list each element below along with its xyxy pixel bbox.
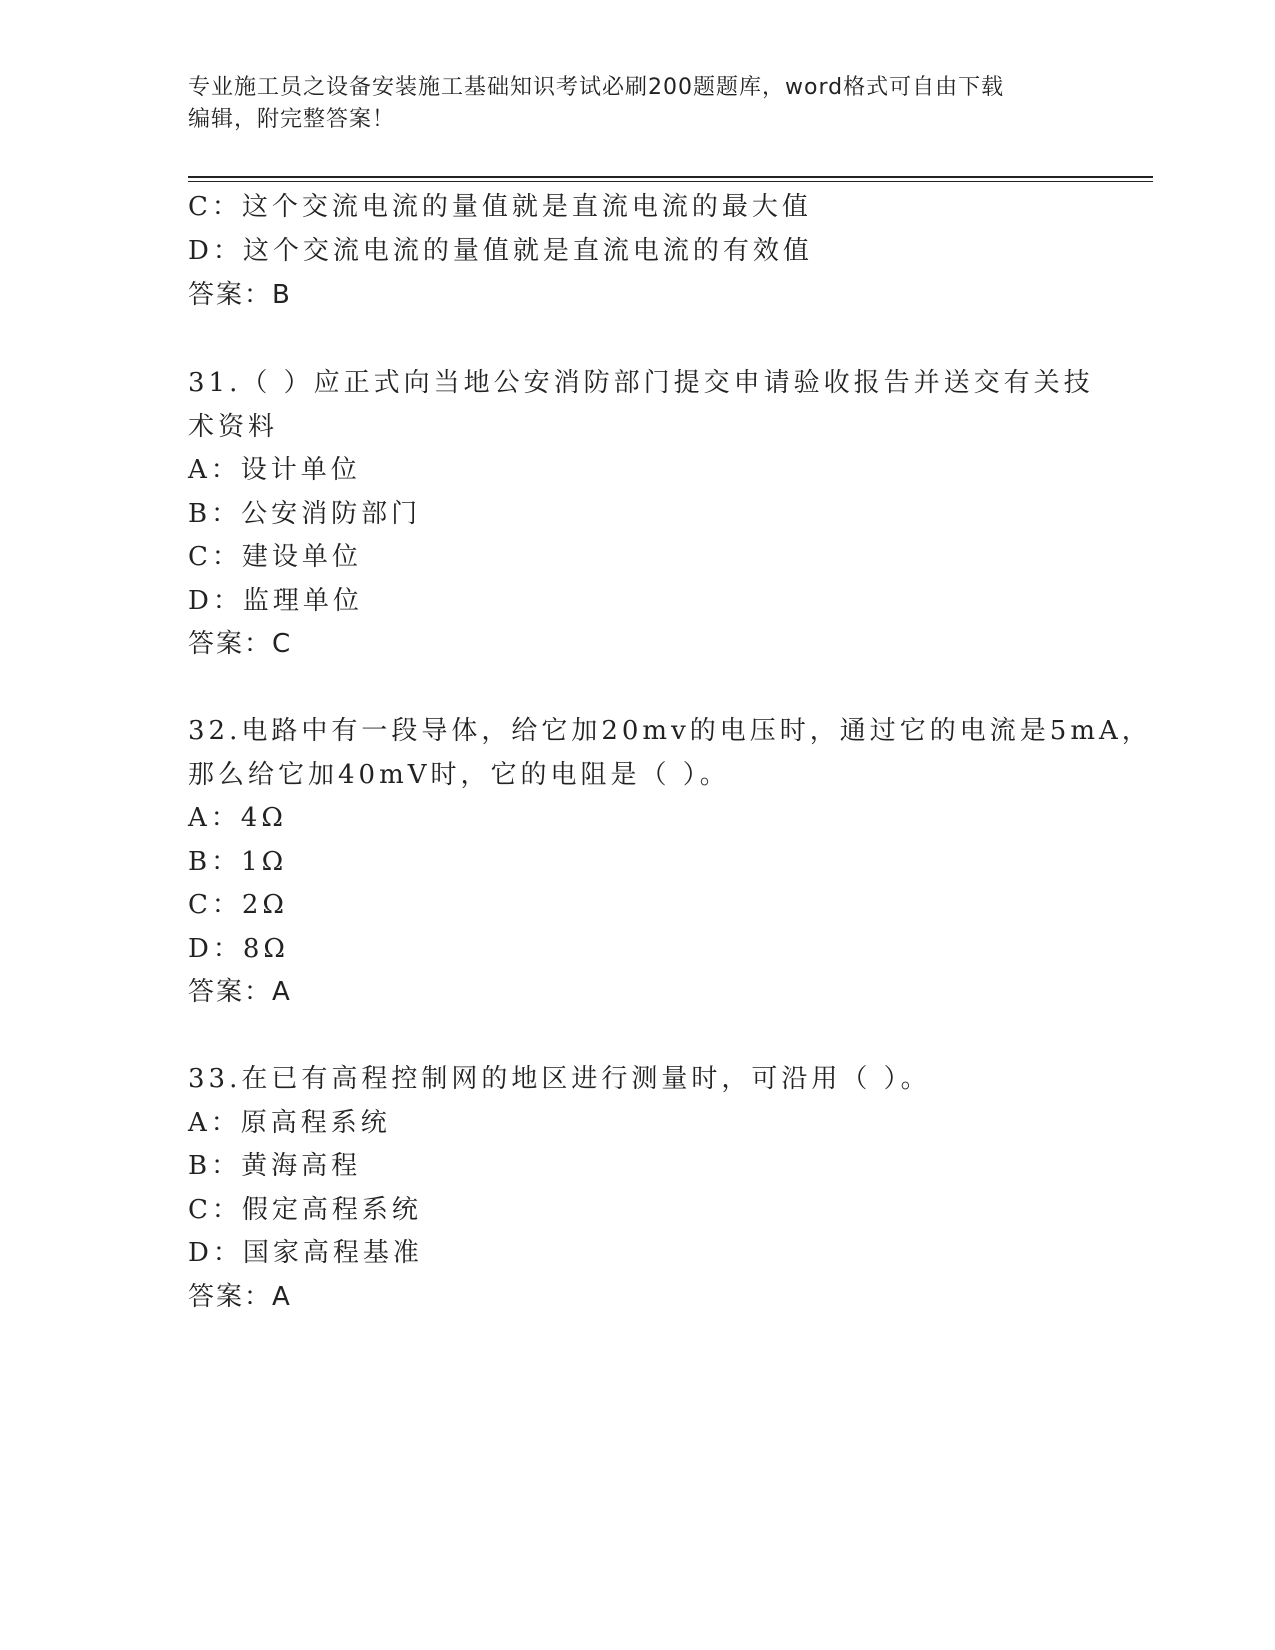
option-d: D：8Ω	[188, 934, 289, 964]
option-d: D：这个交流电流的量值就是直流电流的有效值	[188, 236, 813, 266]
header-title-line-2: 编辑，附完整答案！	[188, 107, 396, 132]
option-a: A：4Ω	[188, 803, 287, 833]
option-c: C：2Ω	[188, 890, 288, 920]
option-b: B：黄海高程	[188, 1151, 362, 1181]
option-d: D：国家高程基准	[188, 1238, 423, 1268]
header-divider	[188, 176, 1153, 182]
option-a: A：原高程系统	[188, 1108, 391, 1138]
option-c: C：这个交流电流的量值就是直流电流的最大值	[188, 192, 812, 222]
option-c: C：假定高程系统	[188, 1195, 422, 1225]
question-stem: 32.电路中有一段导体，给它加20mv的电压时，通过它的电流是5mA，	[188, 716, 1152, 746]
header-title-line: 专业施工员之设备安装施工基础知识考试必刷200题题库，word格式可自由下载	[188, 75, 1005, 100]
option-d: D：监理单位	[188, 586, 363, 616]
question-stem-cont: 术资料	[188, 412, 279, 442]
option-b: B：公安消防部门	[188, 499, 422, 529]
question-stem-cont: 那么给它加40mV时，它的电阻是（ ）。	[188, 760, 730, 790]
question-stem: 31.（ ）应正式向当地公安消防部门提交申请验收报告并送交有关技	[188, 368, 1094, 398]
option-b: B：1Ω	[188, 847, 288, 877]
question-stem: 33.在已有高程控制网的地区进行测量时，可沿用（ ）。	[188, 1064, 931, 1094]
document-header	[188, 72, 1088, 136]
option-a: A：设计单位	[188, 455, 361, 485]
answer-line: 答案：A	[188, 1282, 292, 1312]
answer-line: 答案：A	[188, 977, 292, 1007]
answer-line: 答案：B	[188, 280, 292, 310]
answer-line: 答案：C	[188, 629, 293, 659]
option-c: C：建设单位	[188, 542, 362, 572]
